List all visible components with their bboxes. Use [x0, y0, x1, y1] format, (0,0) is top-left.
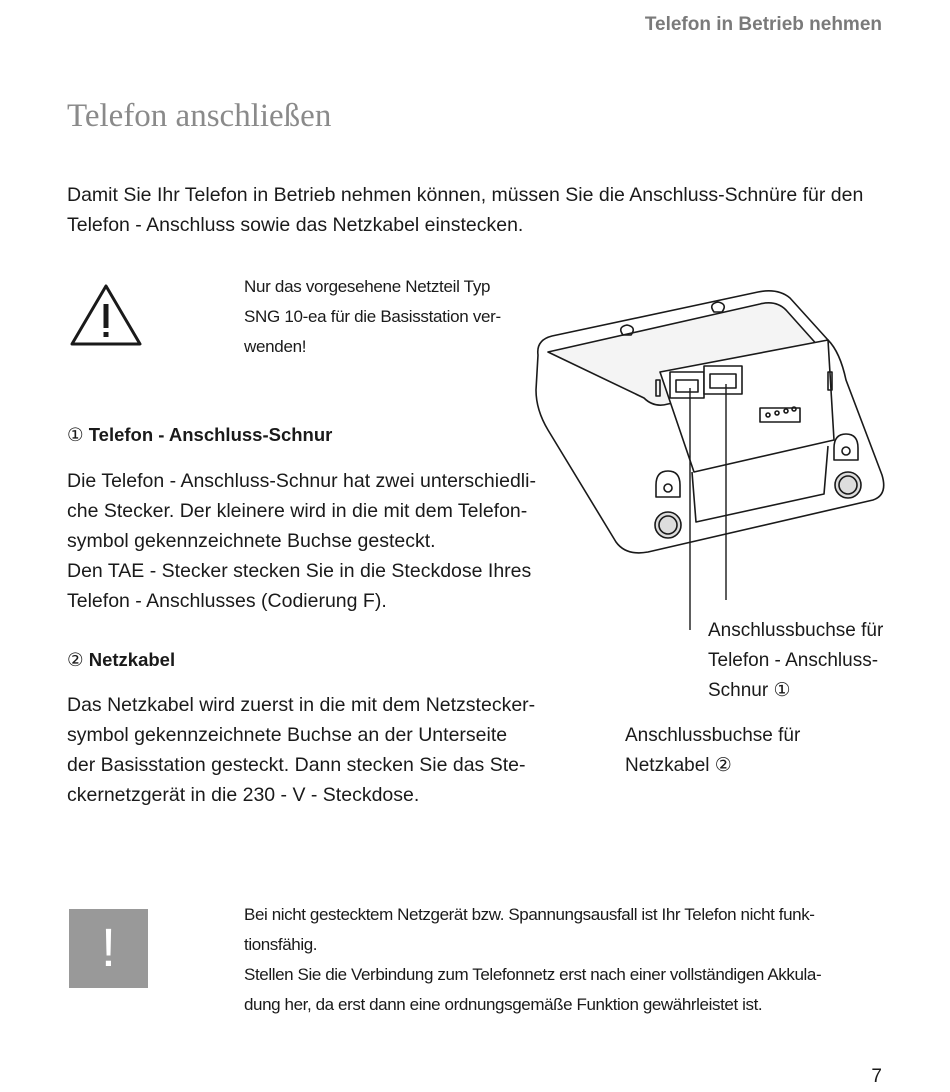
- callout-line: Anschlussbuchse für: [708, 620, 884, 641]
- body-line: symbol gekennzeichnete Buchse gesteckt.: [67, 530, 436, 552]
- warning-line: Nur das vorgesehene Netzteil Typ: [244, 277, 491, 296]
- intro-line: Telefon - Anschluss sowie das Netzkabel einstecken.: [67, 214, 524, 236]
- note-line: tionsfähig.: [244, 935, 318, 954]
- warning-triangle-icon: [69, 282, 143, 348]
- body-line: Das Netzkabel wird zuerst in die mit dem Netzstecker-: [67, 694, 536, 716]
- note-line: Bei nicht gestecktem Netzgerät bzw. Spannungsausfall ist Ihr Telefon nicht funk-: [244, 905, 815, 924]
- base-station-illustration: [528, 280, 888, 630]
- body-line: Den TAE - Stecker stecken Sie in die Steckdose Ihres: [67, 560, 532, 582]
- warning-line: SNG 10-ea für die Basisstation ver-: [244, 307, 501, 326]
- section-2-body: [67, 690, 537, 810]
- section-1-body: [67, 466, 537, 616]
- callout-line: Telefon - Anschluss-: [708, 650, 879, 671]
- body-line: symbol gekennzeichnete Buchse an der Unterseite: [67, 724, 508, 746]
- body-line: Telefon - Anschlusses (Codierung F).: [67, 590, 387, 612]
- intro-line: Damit Sie Ihr Telefon in Betrieb nehmen können, müssen Sie die Anschluss-Schnüre für den: [67, 184, 864, 206]
- callout-power-socket: [625, 721, 825, 781]
- section-number: ②: [67, 649, 84, 670]
- exclamation-icon: !: [69, 909, 148, 988]
- section-2-heading: [67, 649, 175, 671]
- note-line: dung her, da erst dann eine ordnungsgemäße Funktion gewährleistet ist.: [244, 995, 763, 1014]
- section-title: Telefon - Anschluss-Schnur: [88, 424, 333, 445]
- body-line: der Basisstation gesteckt. Dann stecken Sie das Ste-: [67, 754, 526, 776]
- section-title: Netzkabel: [88, 649, 176, 670]
- page-number: 7: [871, 1066, 882, 1087]
- warning-line: wenden!: [244, 337, 307, 356]
- note-line: Stellen Sie die Verbindung zum Telefonnetz erst nach einer vollständigen Akkula-: [244, 965, 822, 984]
- body-line: ckernetzgerät in die 230 - V - Steckdose.: [67, 784, 420, 806]
- callout-phone-socket: [708, 616, 918, 706]
- intro-paragraph: [67, 180, 897, 240]
- section-number: ①: [67, 424, 84, 445]
- body-line: Die Telefon - Anschluss-Schnur hat zwei unterschiedli-: [67, 470, 536, 492]
- body-line: che Stecker. Der kleinere wird in die mit dem Telefon-: [67, 500, 528, 522]
- callout-line: Netzkabel ②: [625, 755, 732, 776]
- page-title: Telefon anschließen: [67, 98, 332, 134]
- warning-text: [244, 272, 534, 362]
- callout-line: Anschlussbuchse für: [625, 725, 801, 746]
- running-head: Telefon in Betrieb nehmen: [644, 14, 882, 35]
- note-text: [244, 900, 884, 1020]
- section-1-heading: [67, 424, 332, 446]
- callout-line: Schnur ①: [708, 680, 791, 701]
